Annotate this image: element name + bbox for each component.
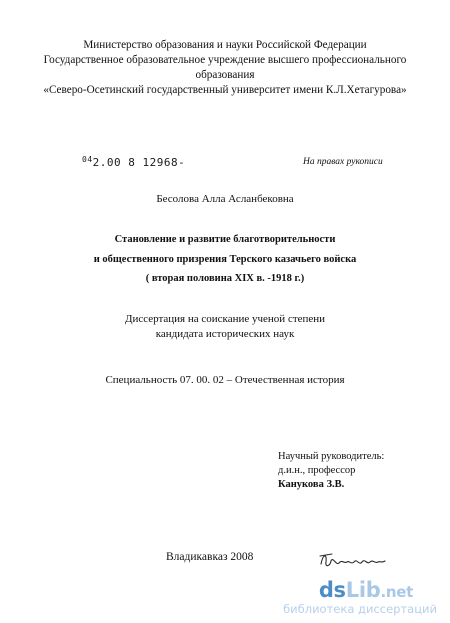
institution-line-2: образования xyxy=(195,69,255,81)
author-name: Бесолова Алла Асланбековна xyxy=(156,193,294,205)
dslib-tagline: библиотека диссертаций xyxy=(283,602,437,616)
title-line-1: Становление и развитие благотворительности xyxy=(114,234,336,245)
dslib-logo: dsLib.net xyxy=(318,578,413,602)
degree-line-2: кандидата исторических наук xyxy=(155,328,295,340)
manuscript-note: На правах рукописи xyxy=(303,157,383,167)
dslib-watermark xyxy=(268,578,443,618)
code-suffix: - xyxy=(178,156,186,169)
supervisor-name: Канукова З.В. xyxy=(278,479,345,490)
title-line-2: и общественного призрения Терского казачьего войска xyxy=(93,254,357,265)
specialty: Специальность 07. 00. 02 – Отечественная история xyxy=(105,374,345,386)
supervisor-label: Научный руководитель: xyxy=(278,451,385,462)
code-main: 2.00 8 12968 xyxy=(92,156,179,169)
ministry-name: Министерство образования и науки Российской Федерации xyxy=(83,39,367,51)
title-line-3: ( вторая половина XIX в. -1918 г.) xyxy=(145,273,305,284)
city-year: Владикавказ 2008 xyxy=(166,551,254,563)
supervisor-credentials: д.и.н., профессор xyxy=(278,465,356,476)
handwritten-signature xyxy=(318,550,388,572)
degree-line-1: Диссертация на соискание ученой степени xyxy=(124,313,326,325)
code-prefix: 04 xyxy=(82,155,93,164)
university-name: «Северо-Осетинский государственный университет имени К.Л.Хетагурова» xyxy=(43,84,407,96)
registration-code-stamp xyxy=(82,155,185,169)
institution-line-1: Государственное образовательное учреждение высшего профессионального xyxy=(43,54,407,66)
